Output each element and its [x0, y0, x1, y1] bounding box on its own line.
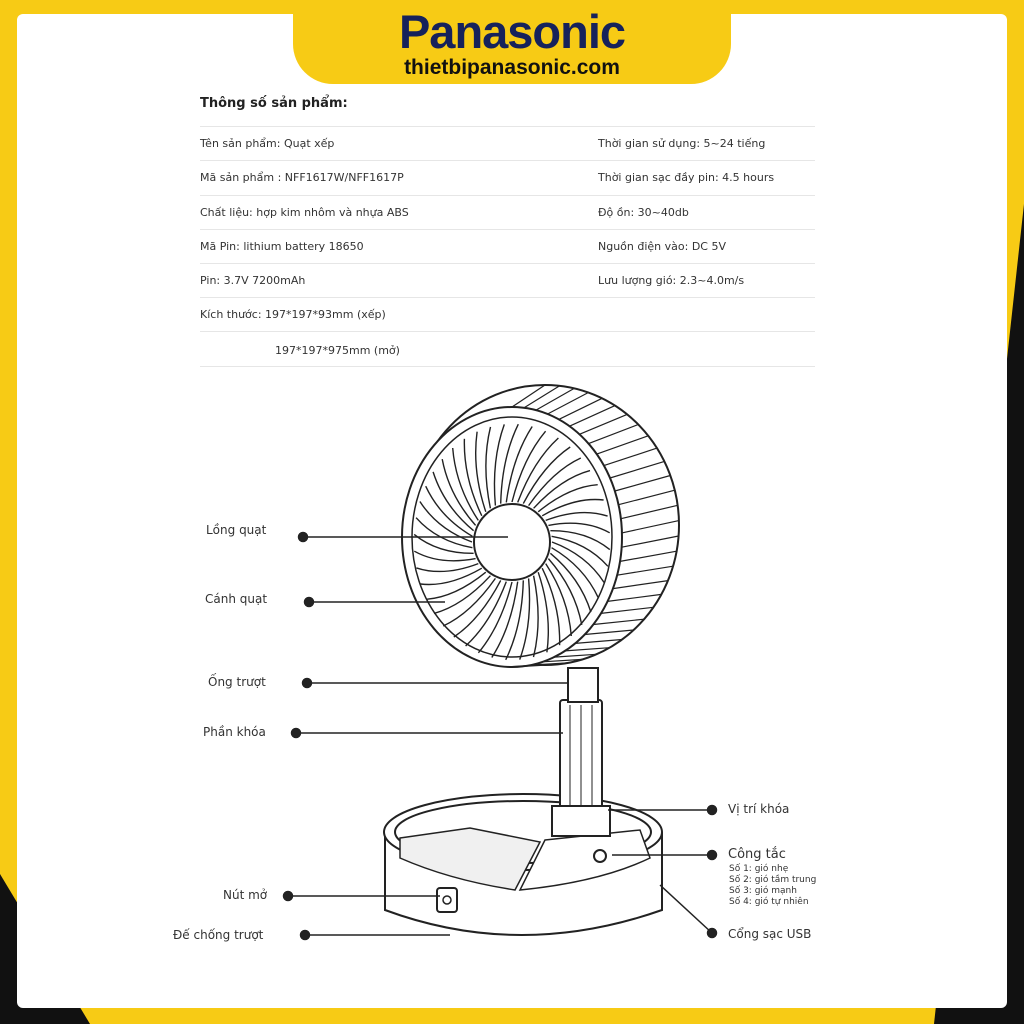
spec-usage-time: Thời gian sử dụng: 5~24 tiếng	[598, 137, 766, 150]
label-fan-blade: Cánh quạt	[205, 592, 268, 606]
spec-size-open: 197*197*975mm (mở)	[275, 344, 400, 357]
spec-size-folded: Kích thước: 197*197*93mm (xếp)	[200, 308, 386, 321]
label-lock-position: Vị trí khóa	[728, 802, 790, 816]
spec-battery: Pin: 3.7V 7200mAh	[200, 274, 306, 287]
label-usb-port: Cổng sạc USB	[728, 927, 812, 941]
label-anti-slip-base: Đế chống trượt	[173, 928, 264, 942]
switch-mode-1: Số 1: gió nhẹ	[729, 864, 789, 874]
spec-product-name: Tên sản phẩm: Quạt xếp	[200, 137, 335, 150]
switch-mode-3: Số 3: gió mạnh	[729, 886, 797, 896]
spec-title: Thông số sản phẩm:	[200, 96, 348, 111]
label-lock-part: Phần khóa	[203, 725, 266, 739]
brand-website: thietbipanasonic.com	[404, 56, 620, 79]
switch-mode-4: Số 4: gió tự nhiên	[729, 897, 809, 907]
spec-noise: Độ ồn: 30~40db	[598, 206, 689, 219]
switch-mode-2: Số 2: gió tầm trung	[729, 875, 817, 885]
spec-material: Chất liệu: hợp kim nhôm và nhựa ABS	[200, 206, 409, 219]
spec-power-input: Nguồn điện vào: DC 5V	[598, 240, 727, 253]
spec-battery-type: Mã Pin: lithium battery 18650	[200, 240, 364, 253]
spec-airflow: Lưu lượng gió: 2.3~4.0m/s	[598, 274, 745, 287]
label-slide-tube: Ống trượt	[208, 675, 266, 689]
label-switch: Công tắc	[728, 847, 786, 862]
label-open-button: Nút mở	[223, 888, 268, 902]
spec-charge-time: Thời gian sạc đầy pin: 4.5 hours	[598, 171, 775, 184]
label-fan-cage: Lồng quạt	[206, 523, 267, 537]
spec-product-code: Mã sản phẩm : NFF1617W/NFF1617P	[200, 171, 404, 184]
brand-logo: Panasonic	[398, 5, 626, 58]
